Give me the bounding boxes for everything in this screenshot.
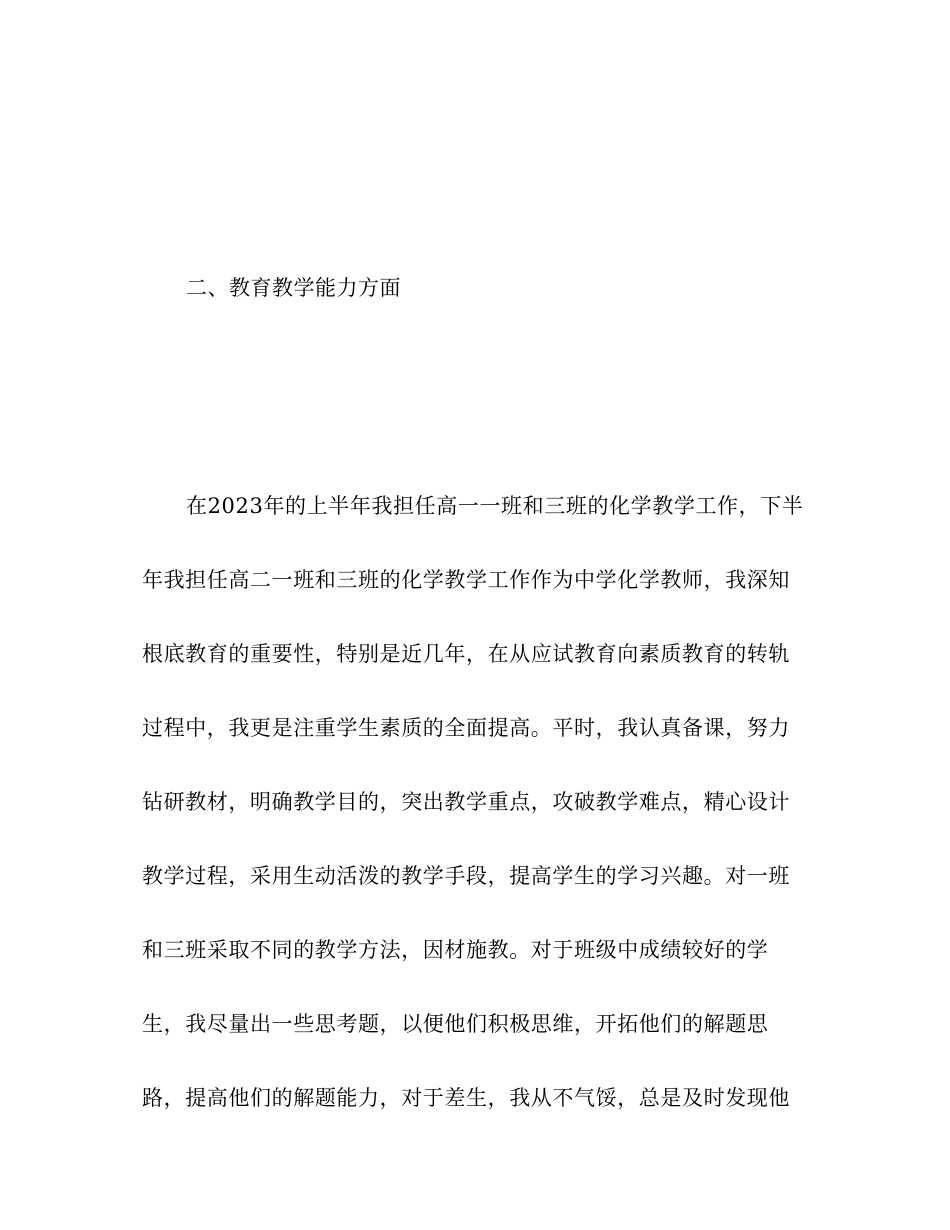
body-paragraph [142,490,822,1156]
paragraph-line: 教学过程，采用生动活泼的教学手段，提高学生的学习兴趣。对一班 [142,864,790,888]
paragraph-line: 和三班采取不同的教学方法，因材施教。对于班级中成绩较好的学 [142,938,769,962]
paragraph-line: 过程中，我更是注重学生素质的全面提高。平时，我认真备课，努力 [142,716,790,740]
paragraph-line: 钻研教材，明确教学目的，突出教学重点，攻破教学难点，精心设计 [142,790,790,814]
paragraph-line: 路，提高他们的解题能力，对于差生，我从不气馁，总是及时发现他 [142,1086,790,1110]
paragraph-line: 年我担任高二一班和三班的化学教学工作作为中学化学教师，我深知 [142,568,790,592]
paragraph-line: 生，我尽量出一些思考题，以便他们积极思维，开拓他们的解题思 [142,1012,769,1036]
section-heading: 二、教育教学能力方面 [186,276,401,300]
paragraph-line: 根底教育的重要性，特别是近几年，在从应试教育向素质教育的转轨 [142,642,790,666]
paragraph-line: 在2023年的上半年我担任高一一班和三班的化学教学工作，下半 [186,494,804,518]
